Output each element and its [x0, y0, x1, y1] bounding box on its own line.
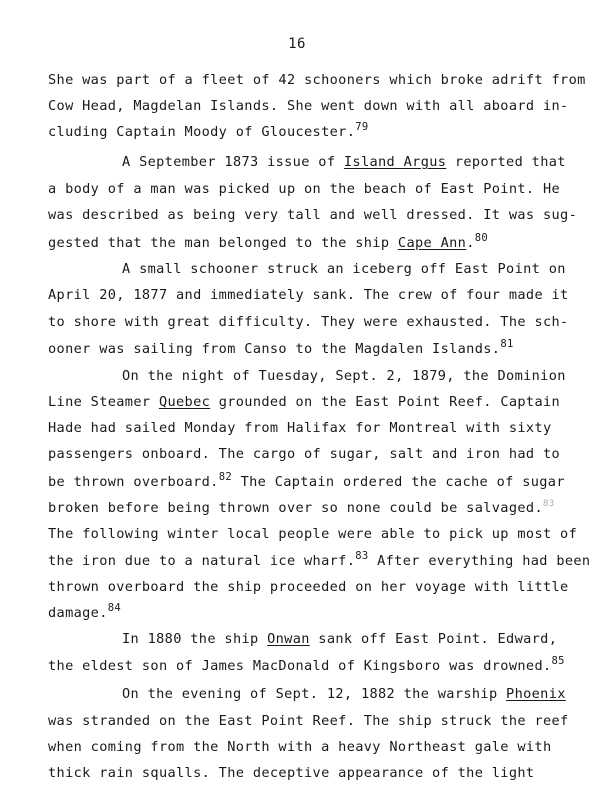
text-line: to shore with great difficulty. They were exhausted. The sch-: [48, 314, 569, 330]
text-line: Line Steamer Quebec grounded on the East Point Reef. Captain: [48, 394, 561, 410]
text-line: On the night of Tuesday, Sept. 2, 1879, the Dominion: [122, 368, 566, 384]
text-line: She was part of a fleet of 42 schooners which broke adrift from: [48, 72, 586, 88]
text-line: Hade had sailed Monday from Halifax for Montreal with sixty: [48, 420, 552, 436]
text-line: the iron due to a natural ice wharf.$^{83}$ After everything had been: [48, 550, 591, 569]
footnote-ref: 84: [107, 602, 122, 614]
text-line: On the evening of Sept. 12, 1882 the warship Phoenix: [122, 686, 566, 702]
text-line: a body of a man was picked up on the beach of East Point. He: [48, 181, 561, 197]
footnote-ref: 83: [542, 499, 555, 509]
ship-name-phoenix: Phoenix: [506, 686, 566, 702]
text-line: broken before being thrown over so none could be salvaged.$^{83}$: [48, 499, 555, 516]
ship-name-cape-ann: Cape Ann: [397, 235, 467, 251]
text-line: was stranded on the East Point Reef. The ship struck the reef: [48, 713, 569, 729]
text-line: ooner was sailing from Canso to the Magdalen Islands.$^{81}$: [48, 338, 514, 357]
text-line: A September 1873 issue of Island Argus reported that: [122, 154, 566, 170]
text-line: thick rain squalls. The deceptive appearance of the light: [48, 765, 535, 781]
footnote-ref: 79: [355, 121, 369, 133]
footnote-ref: 82: [218, 471, 233, 483]
text-line: Cow Head, Magdelan Islands. She went down with all aboard in-: [48, 98, 569, 114]
text-line: passengers onboard. The cargo of sugar, salt and iron had to: [48, 446, 561, 462]
text-line: In 1880 the ship Onwan sank off East Point. Edward,: [122, 631, 558, 647]
page-number: 16: [288, 36, 306, 52]
text-line: A small schooner struck an iceberg off East Point on: [122, 261, 566, 277]
text-line: thrown overboard the ship proceeded on her voyage with little: [48, 579, 569, 595]
ship-name-onwan: Onwan: [267, 631, 310, 647]
text-line: was described as being very tall and well dressed. It was sug-: [48, 207, 578, 223]
text-line: gested that the man belonged to the ship Cape Ann.$^{80}$: [48, 232, 489, 251]
text-line: The following winter local people were able to pick up most of: [48, 526, 578, 542]
title-island-argus: Island Argus: [343, 154, 447, 170]
text-line: damage.$^{84}$: [48, 602, 122, 621]
text-line: cluding Captain Moody of Gloucester.$^{79}$: [48, 121, 369, 140]
text-line: the eldest son of James MacDonald of Kingsboro was drowned.$^{85}$: [48, 655, 565, 674]
footnote-ref: 80: [474, 232, 489, 244]
footnote-ref: 83: [355, 550, 369, 562]
ship-name-quebec: Quebec: [158, 394, 211, 410]
footnote-ref: 85: [551, 655, 565, 667]
footnote-ref: 81: [500, 338, 514, 350]
text-line: be thrown overboard.$^{82}$ The Captain ordered the cache of sugar: [48, 471, 565, 490]
text-line: April 20, 1877 and immediately sank. The crew of four made it: [48, 287, 569, 303]
text-line: when coming from the North with a heavy Northeast gale with: [48, 739, 552, 755]
